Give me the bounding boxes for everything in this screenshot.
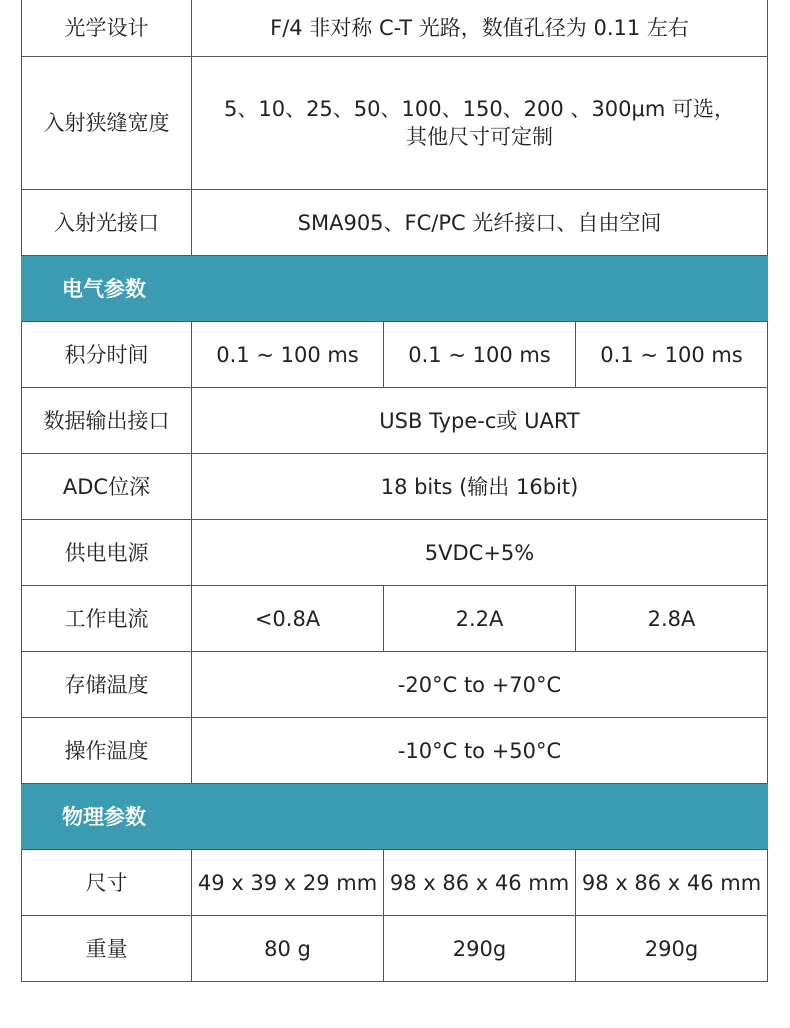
row-storage-temp <box>22 652 768 718</box>
label-weight: 重量 <box>22 916 192 982</box>
row-optical-design <box>22 0 768 57</box>
slit-width-line1: 5、10、25、50、100、150、200 、300μm 可选， <box>223 97 736 121</box>
section-title-physical: 物理参数 <box>22 784 768 850</box>
label-operating-temp: 操作温度 <box>22 718 192 784</box>
row-input-interface <box>22 190 768 256</box>
row-power-supply <box>22 520 768 586</box>
spec-table <box>21 0 768 982</box>
section-title-electrical: 电气参数 <box>22 256 768 322</box>
value-data-interface: USB Type-c或 UART <box>192 388 768 454</box>
row-weight <box>22 916 768 982</box>
slit-width-line2: 其他尺寸可定制 <box>406 125 553 149</box>
value-size-1: 49 x 39 x 29 mm <box>192 850 384 916</box>
row-operating-temp <box>22 718 768 784</box>
value-size-3: 98 x 86 x 46 mm <box>576 850 768 916</box>
value-storage-temp: -20°C to +70°C <box>192 652 768 718</box>
value-integration-time-3: 0.1 ~ 100 ms <box>576 322 768 388</box>
row-integration-time <box>22 322 768 388</box>
value-working-current-3: 2.8A <box>576 586 768 652</box>
value-working-current-2: 2.2A <box>384 586 576 652</box>
row-adc-depth <box>22 454 768 520</box>
row-slit-width <box>22 57 768 190</box>
value-working-current-1: <0.8A <box>192 586 384 652</box>
row-size <box>22 850 768 916</box>
value-adc-depth: 18 bits (输出 16bit) <box>192 454 768 520</box>
label-working-current: 工作电流 <box>22 586 192 652</box>
value-size-2: 98 x 86 x 46 mm <box>384 850 576 916</box>
label-adc-depth: ADC位深 <box>22 454 192 520</box>
label-power-supply: 供电电源 <box>22 520 192 586</box>
value-slit-width <box>192 57 768 190</box>
section-electrical <box>22 256 768 322</box>
row-data-interface <box>22 388 768 454</box>
label-optical-design: 光学设计 <box>22 0 192 57</box>
label-integration-time: 积分时间 <box>22 322 192 388</box>
row-working-current <box>22 586 768 652</box>
label-input-interface: 入射光接口 <box>22 190 192 256</box>
value-weight-2: 290g <box>384 916 576 982</box>
label-storage-temp: 存储温度 <box>22 652 192 718</box>
value-integration-time-2: 0.1 ~ 100 ms <box>384 322 576 388</box>
label-slit-width: 入射狭缝宽度 <box>22 57 192 190</box>
value-input-interface: SMA905、FC/PC 光纤接口、自由空间 <box>192 190 768 256</box>
value-operating-temp: -10°C to +50°C <box>192 718 768 784</box>
label-size: 尺寸 <box>22 850 192 916</box>
section-physical <box>22 784 768 850</box>
value-integration-time-1: 0.1 ~ 100 ms <box>192 322 384 388</box>
value-weight-1: 80 g <box>192 916 384 982</box>
value-weight-3: 290g <box>576 916 768 982</box>
label-data-interface: 数据输出接口 <box>22 388 192 454</box>
value-optical-design: F/4 非对称 C-T 光路，数值孔径为 0.11 左右 <box>192 0 768 57</box>
value-power-supply: 5VDC+5% <box>192 520 768 586</box>
